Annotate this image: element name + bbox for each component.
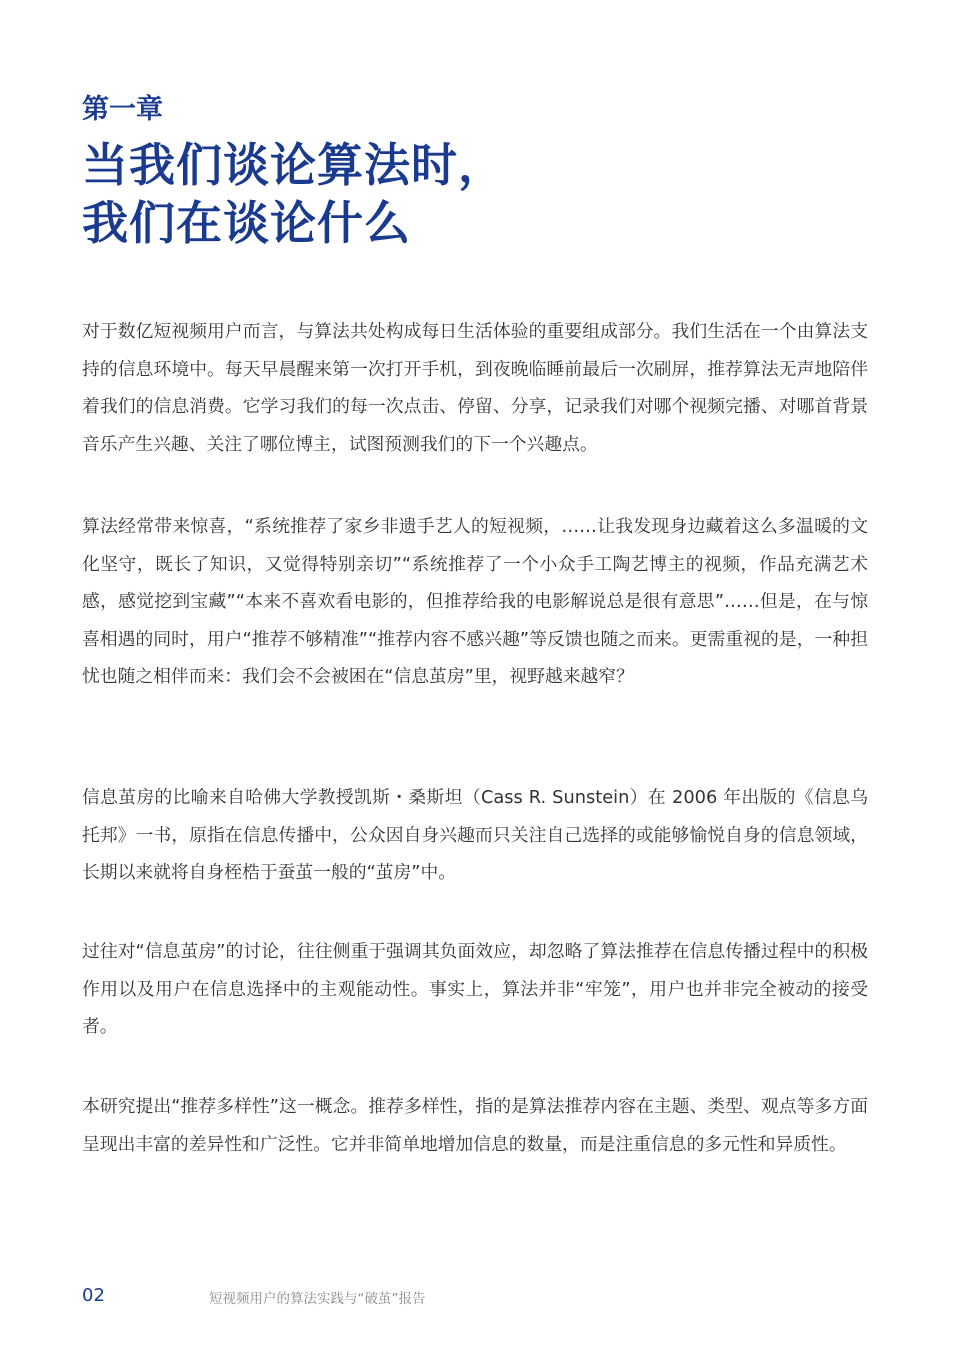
body-paragraph-3: 信息茧房的比喻来自哈佛大学教授凯斯・桑斯坦（Cass R. Sunstein）在 2006 年出版的《信息乌托邦》一书，原指在信息传播中，公众因自身兴趣而只关注自己选择的或能够愉悦自身的信息领域，长期以来就将自身桎梏于蚕茧一般的“茧房”中。: [82, 787, 868, 884]
body-paragraph-2: 算法经常带来惊喜，“系统推荐了家乡非遗手艺人的短视频，……让我发现身边藏着这么多温暖的文化坚守，既长了知识，又觉得特别亲切”“系统推荐了一个小众手工陶艺博主的视频，作品充满艺术感，感觉挖到宝藏”“本来不喜欢看电影的，但推荐给我的电影解说总是很有意思”……但是，在与惊喜相遇的同时，用户“推荐不够精准”“推荐内容不感兴趣”等反馈也随之而来。更需重视的是，一种担忧也随之相伴而来：我们会不会被困在“信息茧房”里，视野越来越窄？: [82, 516, 868, 688]
footer-report-title: 短视频用户的算法实践与“破茧”报告: [209, 1291, 426, 1307]
chapter-title-line-2: 我们在谈论什么: [82, 196, 411, 250]
body-paragraph-5: 本研究提出“推荐多样性”这一概念。推荐多样性，指的是算法推荐内容在主题、类型、观点等多方面呈现出丰富的差异性和广泛性。它并非简单地增加信息的数量，而是注重信息的多元性和异质性。: [82, 1096, 868, 1155]
chapter-title: [82, 136, 505, 252]
body-paragraph-4: 过往对“信息茧房”的讨论，往往侧重于强调其负面效应，却忽略了算法推荐在信息传播过程中的积极作用以及用户在信息选择中的主观能动性。事实上，算法并非“牢笼”，用户也并非完全被动的接受者。: [82, 941, 868, 1038]
body-paragraph-1: 对于数亿短视频用户而言，与算法共处构成每日生活体验的重要组成部分。我们生活在一个由算法支持的信息环境中。每天早晨醒来第一次打开手机，到夜晚临睡前最后一次刷屏，推荐算法无声地陪伴着我们的信息消费。它学习我们的每一次点击、停留、分享，记录我们对哪个视频完播、对哪首背景音乐产生兴趣、关注了哪位博主，试图预测我们的下一个兴趣点。: [82, 321, 868, 455]
chapter-title-line-1: 当我们谈论算法时，: [82, 138, 505, 192]
page-number: 02: [82, 1285, 105, 1306]
chapter-label: 第一章: [82, 94, 163, 125]
